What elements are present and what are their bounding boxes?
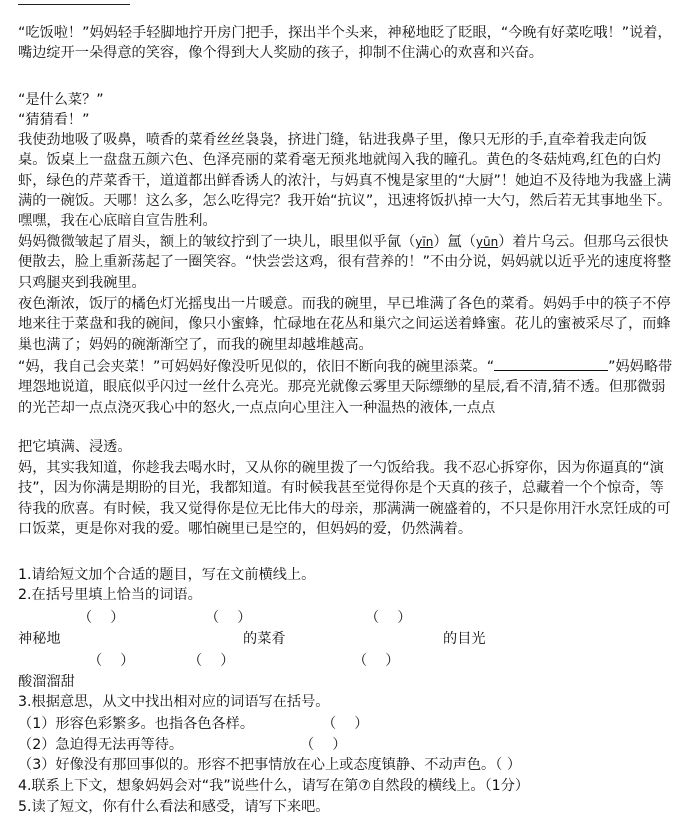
paragraph-1: “吃饭啦！”妈妈轻手轻脚地拧开房门把手，探出半个头来，神秘地眨了眨眼，“今晚有好菜吃哦！”说着，嘴边绽开一朵得意的笑容，像个得到大人奖励的孩子，抑制不住满心的欢喜和兴奋。 [18, 25, 672, 62]
question-3-item-1: （1）形容色彩繁多。也指各色各样。 [18, 716, 255, 732]
paragraph-3: “猜猜看！” [18, 112, 90, 128]
title-blank-line[interactable] [18, 4, 130, 5]
question-3-item-2: （2）急迫得无法再等待。 [18, 737, 184, 753]
paragraph-7-part-b: ”妈妈略带埋怨地说道，眼底似乎闪过一丝什么亮光。那亮光就像云雾里天际缥缈的星辰,看不清,猜不透。但那微弱的光芒却一点点浇灭我心中的怒火,一点点向心里注入一种温热的液体,一点点 [18, 359, 673, 416]
answer-paren[interactable]: （ ） [353, 653, 400, 669]
question-3: 3.根据意思，从文中找出相对应的词语写在括号。 [18, 694, 330, 710]
pinyin-yin: yīn [415, 235, 434, 249]
answer-paren[interactable]: （ ） [205, 610, 252, 626]
question-1: 1.请给短文加个合适的题目，写在文前横线上。 [18, 567, 316, 583]
question-3-item-3: （3）好像没有那回事似的。形容不把事情放在心上或态度镇静、不动声色。（ ） [18, 757, 522, 773]
answer-paren[interactable]: （ ） [78, 610, 125, 626]
paragraph-5-part-b: ）氲（ [433, 234, 476, 250]
answer-paren[interactable]: （ ） [88, 653, 135, 669]
paragraph-5-part-c: ）着片乌云。但那乌云很快便散去，脸上重新荡起了一圈笑容。“快尝尝这鸡，很有营养的！”不由分说，妈妈就以近乎光的速度将整只鸡腿夹到我碗里。 [18, 234, 672, 291]
pinyin-yun: yūn [475, 235, 499, 249]
answer-paren[interactable]: （ ） [322, 716, 369, 732]
question-5: 5.读了短文，你有什么看法和感受，请写下来吧。 [18, 799, 330, 815]
paragraph-8: 妈，其实我知道，你趁我去喝水时，又从你的碗里拨了一勺饭给我。我不忍心拆穿你，因为你逼真的“演技”，因为你满是期盼的目光，我都知道。有时候我甚至觉得你是个天真的孩子，总藏着一个个惊奇，等待我的欣喜。有时候，我又觉得你是位无比伟大的母亲，那满满一碗盛着的，不只是你用汗水烹饪成的可口饭菜，更是你对我的爱。哪怕碗里已是空的，但妈妈的爱，仍然满着。 [18, 460, 671, 537]
paragraph-4: 我使劲地吸了吸鼻，喷香的菜肴丝丝袅袅，挤进门缝，钻进我鼻子里，像只无形的手,直牵着我走向饭桌。饭桌上一盘盘五颜六色、色泽亮丽的菜肴毫无预兆地就闯入我的瞳孔。黄色的冬菇炖鸡,红色的白灼虾，绿色的芹菜香干，道道都出鲜香诱人的浓汁，与妈真不愧是家里的“大厨”！她迫不及待地为我盛上满满的一碗饭。天哪！这么多，怎么吃得完？我开始“抗议”，迅速将饭扒掉一大勺，然后若无其事地坐下。嘿嘿，我在心底暗自宣告胜利。 [18, 132, 672, 230]
word-shenmi-di: 神秘地 [18, 631, 61, 647]
answer-paren[interactable]: （ ） [365, 610, 412, 626]
paragraph-6: 夜色渐浓，饭厅的橘色灯光摇曳出一片暖意。而我的碗里，早已堆满了各色的菜肴。妈妈手中的筷子不停地来往于菜盘和我的碗间，像只小蜜蜂，忙碌地在花丛和巢穴之间运送着蜂蜜。花儿的蜜被采尽了，而蜂巢也满了；妈妈的碗渐渐空了，而我的碗里却越堆越高。 [18, 296, 671, 353]
paragraph-5 [18, 232, 673, 293]
answer-paren[interactable]: （ ） [188, 653, 235, 669]
paragraph-7 [18, 356, 673, 418]
paragraph-7-part-a: “妈，我自己会夹菜！”可妈妈好像没听见似的，依旧不断向我的碗里添菜。“ [18, 359, 495, 375]
word-suanliuliu-tian: 酸溜溜甜 [18, 674, 75, 690]
word-de-muguang: 的目光 [443, 631, 486, 647]
answer-paren[interactable]: （ ） [300, 737, 347, 753]
answer-blank-line[interactable] [494, 356, 608, 371]
question-4: 4.联系上下文，想象妈妈会对“我”说些什么，请写在第⑦自然段的横线上。（1分） [18, 778, 530, 794]
paragraph-5-part-a: 妈妈微微皱起了眉头，额上的皱纹拧到了一块儿，眼里似乎氤（ [18, 234, 416, 250]
word-de-caiyao: 的菜肴 [243, 631, 286, 647]
question-2: 2.在括号里填上恰当的词语。 [18, 587, 202, 603]
paragraph-2: “是什么菜？” [18, 92, 104, 108]
paragraph-7-end: 把它填满、浸透。 [18, 439, 132, 455]
